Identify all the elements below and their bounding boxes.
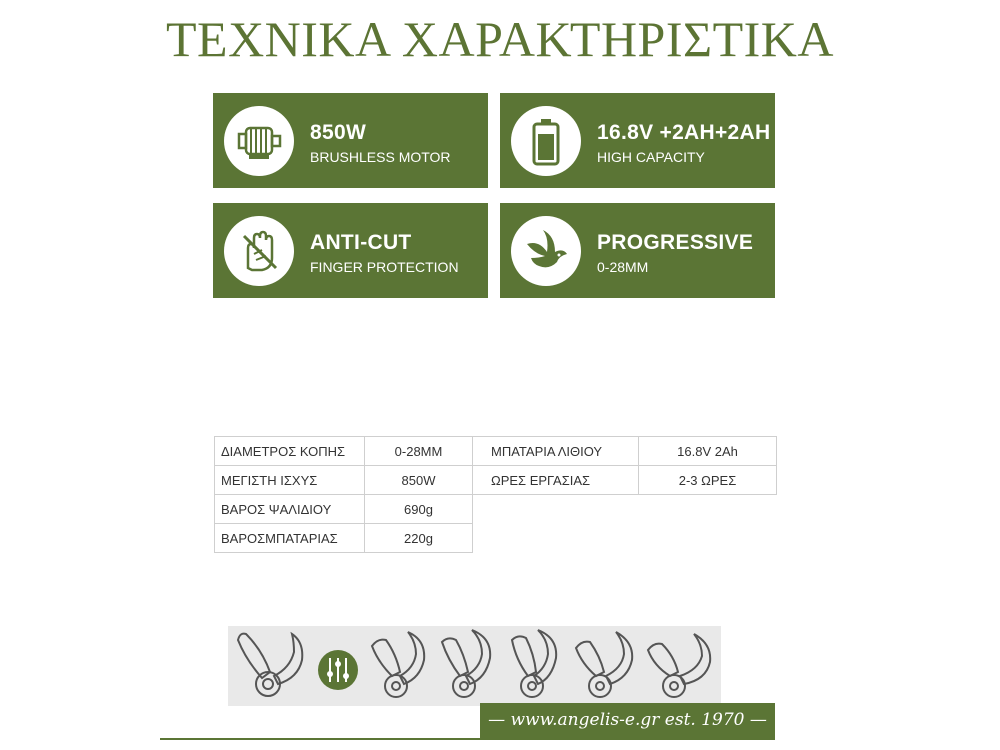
footer-divider (160, 738, 775, 740)
feature-title: 850W (310, 121, 367, 144)
table-row (215, 495, 473, 524)
blade-position-icon (504, 626, 570, 706)
spec-value: 2-3 ΩΡΕΣ (639, 466, 777, 495)
feature-card-motor (213, 93, 488, 188)
adjust-settings-icon (310, 626, 366, 706)
specs-table-right (472, 436, 777, 495)
blade-position-icon (644, 626, 720, 706)
spec-value: 850W (365, 466, 473, 495)
feature-subtitle: HIGH CAPACITY (597, 149, 705, 165)
table-row (215, 437, 473, 466)
battery-icon (511, 106, 581, 176)
spec-label: ΒΑΡΟΣΜΠΑΤΑΡΙΑΣ (215, 524, 365, 553)
table-row (473, 466, 777, 495)
blade-open-icon (232, 626, 308, 706)
spec-value: 16.8V 2Ah (639, 437, 777, 466)
spec-label: ΜΕΓΙΣΤΗ ΙΣΧΥΣ (215, 466, 365, 495)
spec-value: 0-28MM (365, 437, 473, 466)
blade-position-icon (368, 626, 434, 706)
motor-icon (224, 106, 294, 176)
feature-subtitle: BRUSHLESS MOTOR (310, 149, 451, 165)
feature-title: 16.8V +2AH+2AH (597, 121, 771, 144)
feature-card-progressive (500, 203, 775, 298)
feature-subtitle: 0-28MM (597, 259, 649, 275)
spec-value: 220g (365, 524, 473, 553)
footer-website: — www.angelis-e.gr est. 1970 — (480, 703, 775, 738)
glove-icon (224, 216, 294, 286)
spec-value: 690g (365, 495, 473, 524)
feature-card-anti-cut (213, 203, 488, 298)
blade-position-icon (436, 626, 502, 706)
spec-label: ΩΡΕΣ ΕΡΓΑΣΙΑΣ (473, 466, 639, 495)
feature-card-battery (500, 93, 775, 188)
spec-label: ΒΑΡΟΣ ΨΑΛΙΔΙΟΥ (215, 495, 365, 524)
table-row (215, 466, 473, 495)
blade-position-icon (572, 626, 642, 706)
bird-icon (511, 216, 581, 286)
feature-title: ANTI-CUT (310, 231, 412, 254)
table-row (473, 437, 777, 466)
feature-title: PROGRESSIVE (597, 231, 754, 254)
blade-strip (228, 626, 721, 706)
table-row (215, 524, 473, 553)
specs-table-left (214, 436, 473, 553)
feature-subtitle: FINGER PROTECTION (310, 259, 459, 275)
page-title: ΤΕΧΝΙΚΑ ΧΑΡΑΚΤΗΡΙΣΤΙΚΑ (165, 11, 835, 67)
spec-label: ΜΠΑΤΑΡΙΑ ΛΙΘΙΟΥ (473, 437, 639, 466)
spec-label: ΔΙΑΜΕΤΡΟΣ ΚΟΠΗΣ (215, 437, 365, 466)
